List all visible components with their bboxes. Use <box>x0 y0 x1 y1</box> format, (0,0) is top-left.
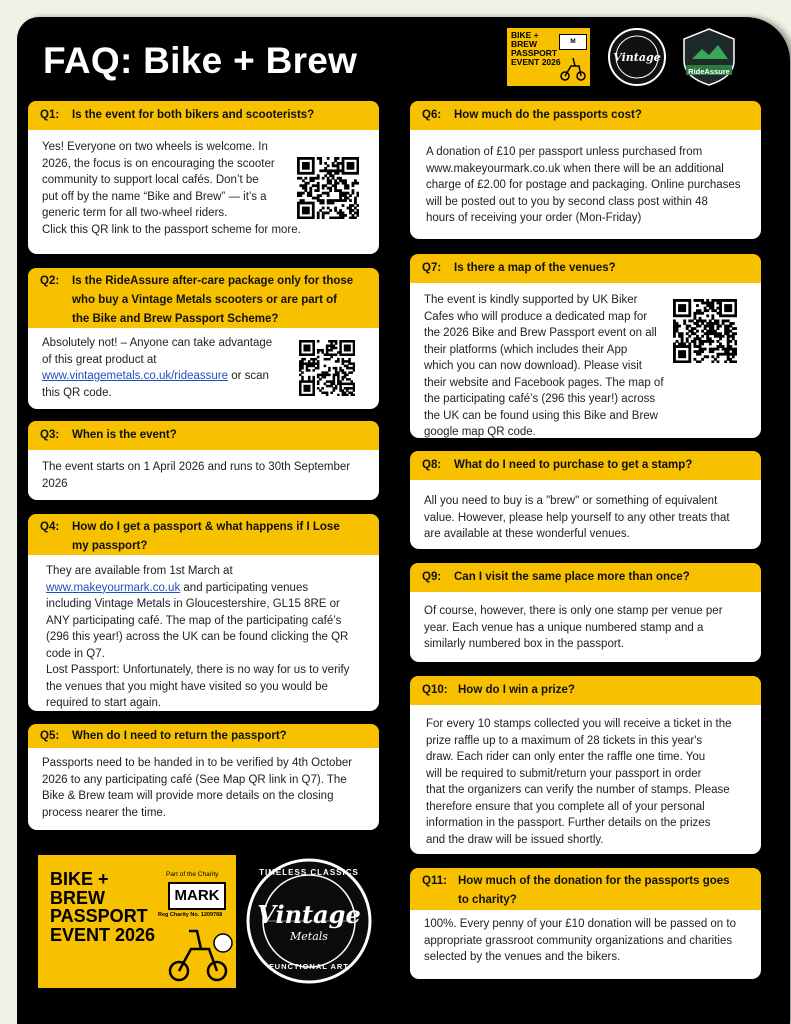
faq-card-q1: Q1: Is the event for both bikers and scooterists? Yes! Everyone on two wheels is welcome. In 2026, the focus is on encouraging the scooter community to support local cafés. Don’t be put off by the name “Bike and Brew” — it’s a generic term for all two-wheel riders. Click this QR link to the passport scheme for more. <box>28 101 379 254</box>
faq-card-q10: Q10: How do I win a prize? For every 10 stamps collected you will receive a ticket in the prize raffle up to a maximum of 28 tickets in this year's draw. Each rider can only enter the raffle one time. You will be required to submit/return your passport in order that the organizers can verify the number of stamps. Please therefore ensure that you complete all of your personal information in the passport. Further details on the prizes and the draw will be issued shortly. <box>410 676 761 854</box>
qr-code-passport[interactable] <box>297 157 359 219</box>
mark-logo: M <box>559 34 587 50</box>
qr-code-rideassure[interactable] <box>299 340 355 396</box>
passport-logo-large: BIKE + BREW PASSPORT EVENT 2026 Part of the Charity MARK Reg Charity No. 1209768 <box>38 855 236 988</box>
rideassure-logo: RideAssure <box>680 27 738 87</box>
faq-card-q3: Q3: When is the event? The event starts on 1 April 2026 and runs to 30th September 2026 <box>28 421 379 500</box>
question-q1: Is the event for both bikers and scooterists? <box>72 109 315 121</box>
mark-charity-logo: MARK <box>168 882 226 910</box>
makeyourmark-link[interactable]: www.makeyourmark.co.uk <box>46 581 181 594</box>
scooter-icon <box>163 923 233 985</box>
svg-text:Vintage: Vintage <box>613 51 661 64</box>
faq-card-q9: Q9: Can I visit the same place more than once? Of course, however, there is only one stamp per venue per year. Each venue has a unique numbered stamp and a similarly numbered box in the passport. <box>410 563 761 662</box>
faq-card-q5: Q5: When do I need to return the passport? Passports need to be handed in to be verified by 4th October 2026 to any participating café (See Map QR link in Q7). The Bike & Brew team will provide more details on the closing process nearer the time. <box>28 724 379 830</box>
faq-card-q11: Q11: How much of the donation for the passports goes to charity? 100%. Every penny of your £10 donation will be passed on to appropriate grassroot community organizations and charities selected by the venues and the bikers. <box>410 868 761 979</box>
faq-card-q8: Q8: What do I need to purchase to get a stamp? All you need to buy is a "brew" or something of equivalent value. However, please help yourself to any other treats that are available at these wonderful venues. <box>410 451 761 549</box>
vintage-logo-small <box>607 27 667 87</box>
rideassure-link[interactable]: www.vintagemetals.co.uk/rideassure <box>42 370 228 382</box>
qr-code-map[interactable] <box>673 299 737 363</box>
passport-logo-small: BIKE + BREW PASSPORT EVENT 2026 M <box>507 28 590 86</box>
page-title: FAQ: Bike + Brew <box>43 40 358 81</box>
faq-card-q7: Q7: Is there a map of the venues? The event is kindly supported by UK Biker Cafes who will produce a dedicated map for the 2026 Bike and Brew Passport event on all their platforms (which includes their App which you can now download). Please visit their website and Facebook pages. The map of the participating café’s (296 this year!) across the UK can be found using this Bike and Brew google map QR code. <box>410 254 761 438</box>
faq-card-q4: Q4: How do I get a passport & what happens if I Lose my passport? They are available from 1st March at www.makeyourmark.co.uk and participating venues including Vintage Metals in Gloucestershire, GL15 8RE or ANY participating café. The map of the participating café’s (296 this year!) across the UK can be found clicking the QR code in Q7. Lost Passport: Unfortunately, there is no way for us to verify the venues that you might have visited so you would be required to start again. <box>28 514 379 711</box>
faq-card-q2: Q2: Is the RideAssure after-care package only for those who buy a Vintage Metals scooters or are part of the Bike and Brew Passport Scheme? Absolutely not! – Anyone can take advantage of this great product at www.vintagemetals.co.uk/rideassure or scan this QR code. <box>28 268 379 409</box>
vintage-metals-logo: TIMELESS CLASSICS Vintage Metals FUNCTIONAL ART <box>246 858 372 984</box>
scooter-icon <box>557 54 587 82</box>
faq-card-q6: Q6: How much do the passports cost? A donation of £10 per passport unless purchased from www.makeyourmark.co.uk when there will be an additional charge of £2.00 for postage and packaging. Online purchases will be posted out to you by second class post within 48 hours of receiving your order (Mon-Friday) <box>410 101 761 239</box>
